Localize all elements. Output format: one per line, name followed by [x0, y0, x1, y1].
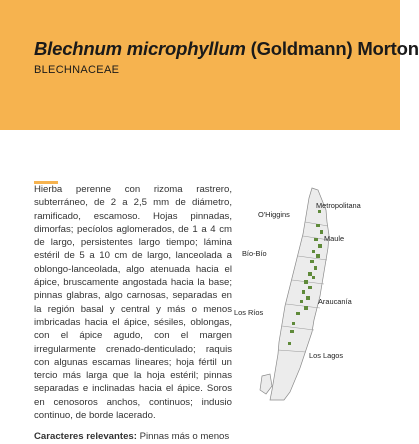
region-label-araucania: Araucanía: [318, 297, 352, 306]
description-block: [34, 183, 232, 444]
island-shape: [260, 374, 272, 394]
description-paragraph: Hierba perenne con rizoma rastrero, subterráneo, de 2 a 2,5 mm de diámetro, ramificado, escamoso. Hojas pinnadas, dimorfas; pecíolos aglomerados, de 1 a 4 cm de largo, persistentes largo tiempo; lámina estéril de 5 a 10 cm de largo, lanceolada a oblongo-lanceolada, algo atenuada hacia el ápice, bruscamente angostada hacia la base; pinnas glabras, algo carnosas, separadas en la región basal y central y más o menos imbricadas hacia el ápice, sésiles, oblongas, con el ápice agudo, con el margen irregularmente crenado-denticulado; raquis con algunas escamas lineares; hoja fértil un tercio más larga que la hoja estéril; pinnas separadas e inclinadas hacia el ápice. Soros en cenosoros anchos, continuos; indusio continuo, de borde lacerado.: [34, 184, 232, 422]
distribution-map: [232, 180, 400, 400]
mainland-shape: [270, 188, 329, 400]
region-label-ohiggins: O'Higgins: [258, 210, 290, 219]
region-label-losrios: Los Ríos: [234, 308, 264, 317]
region-label-loslagos: Los Lagos: [309, 351, 344, 360]
region-label-maule: Maule: [324, 234, 345, 243]
species-author: (Goldmann) Morton: [245, 38, 419, 59]
species-title: [34, 38, 419, 60]
region-label-biobio: Bío-Bío: [242, 249, 267, 258]
species-name: Blechnum microphyllum: [34, 38, 246, 59]
family-name: BLECHNACEAE: [34, 64, 120, 76]
relevant-label: Caracteres relevantes:: [34, 431, 137, 443]
relevant-characters: [34, 430, 232, 443]
region-label-metropolitana: Metropolitana: [316, 201, 361, 210]
relevant-text: Pinnas más o menos: [136, 431, 230, 443]
